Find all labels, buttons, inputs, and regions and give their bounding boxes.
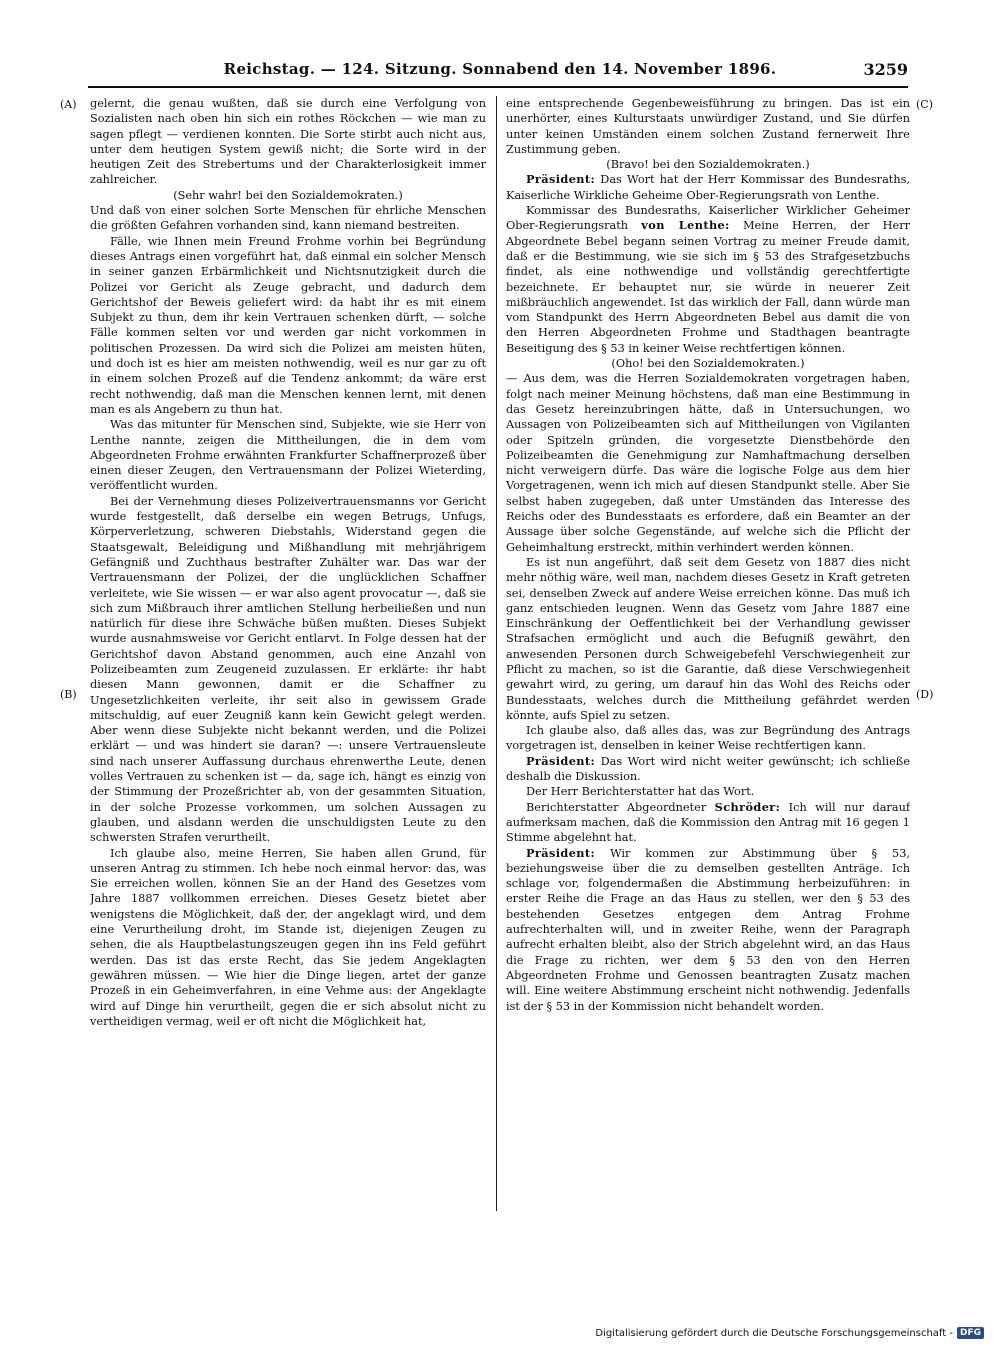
paragraph: — Aus dem, was die Herren Sozialdemokraten vorgetragen haben, folgt nach meiner Meinung höchstens, daß man eine Bestimmung in das Gesetz hereinzubringen hätte, daß in Untersuchungen, wo Aussagen von Polizeibeamten sich auf Mittheilungen von Vigilanten oder Spitzeln gründen, die vorgesetzte Dienstbehörde den Polizeibeamten die Genehmigung zur Namhaftmachung derselben nicht verweigern dürfe. Das wäre die logische Folge aus dem hier Vorgetragenen, wenn ich mich auf diesen Standpunkt stelle. Aber Sie selbst haben zugegeben, daß unter Umständen das Interesse des Reichs oder des Bundesstaats es erfordere, daß ein Beamter an der Aussage über solche Gegenstände, auf welche sich die Pflicht der Geheimhaltung erstreckt, mithin verhindert werden können.: [506, 372, 910, 554]
page-header: [0, 60, 1000, 82]
header-rule: [88, 86, 908, 88]
speaker-name: Präsident:: [526, 845, 596, 860]
margin-marker-a: (A): [60, 98, 77, 111]
speech-paragraph: [506, 203, 910, 356]
dfg-logo-icon: DFG: [957, 1327, 984, 1339]
paragraph: Fälle, wie Ihnen mein Freund Frohme vorhin bei Begründung dieses Antrags einen vorgeführt hat, daß einmal ein solcher Mensch in seiner ganzen Erbärmlichkeit und Nichtsnutzigkeit durch die Polizei vor Gericht als Zeuge gebracht, und dadurch dem Gerichtshof der Beweis geliefert wird: da habt ihr es mit einem Subjekt zu thun, dem ihr kein Vertrauen schenken dürft, — solche Fälle kommen selten vor und werden gar nicht vorkommen in politischen Prozessen. Da wird sich die Polizei am meisten hüten, und doch ist es hier am meisten nothwendig, weil es nur gar zu oft in einem solchen Prozeß auf die Tendenz ankommt; da wäre erst recht nothwendig, daß man die Menschen kennen lernt, mit denen man es als Angebern zu thun hat.: [90, 234, 486, 416]
paragraph: Und daß von einer solchen Sorte Menschen für ehrliche Menschen die größten Gefahren vorhanden sind, kann niemand bestreiten.: [90, 204, 486, 233]
left-column: [90, 96, 486, 1216]
paragraph: Ich glaube also, daß alles das, was zur Begründung des Antrags vorgetragen ist, denselben in keiner Weise rechtfertigen kann.: [506, 724, 910, 753]
speech-text: Ich will nur darauf aufmerksam machen, daß die Kommission den Antrag mit 16 gegen 1 Stimme abgelehnt hat.: [506, 800, 910, 845]
digitization-credit: [595, 1327, 984, 1339]
interjection: (Bravo! bei den Sozialdemokraten.): [606, 158, 810, 172]
speech-paragraph: [506, 172, 910, 203]
paragraph: Was das mitunter für Menschen sind, Subjekte, wie sie Herr von Lenthe nannte, zeigen die Mittheilungen, die in dem vom Abgeordneten Frohme erwähnten Frankfurter Schaffnerprozeß über einen dieser Zeugen, den Vertrauensmann der Polizei Wieterding, veröffentlicht wurden.: [90, 418, 486, 493]
margin-marker-c: (C): [916, 98, 933, 111]
speaker-name: Präsident:: [526, 753, 596, 768]
page-number: 3259: [863, 60, 908, 79]
speaker-name: Schröder:: [714, 799, 781, 814]
paragraph: eine entsprechende Gegenbeweisführung zu bringen. Das ist ein unerhörter, eines Kulturstaats unwürdiger Zustand, und Sie dürfen unter keinen Umständen einem solchen Zustand fernerweit Ihre Zustimmung geben.: [506, 97, 910, 156]
interjection: (Sehr wahr! bei den Sozialdemokraten.): [173, 188, 403, 202]
paragraph: Bei der Vernehmung dieses Polizeivertrauensmanns vor Gericht wurde festgestellt, daß derselbe ein wegen Betrugs, Unfugs, Körperverletzung, schweren Diebstahls, Widerstand gegen die Staatsgewalt, Beleidigung und Mißhandlung mit mehrjährigem Gefängniß und Zuchthaus bestrafter Zuhälter war. Das war der Vertrauensmann der Polizei, der die unglücklichen Schaffner verleitete, wie Sie wissen — er war also agent provocatur —, daß sie sich zum Mißbrauch ihrer amtlichen Stellung herbeiließen und nun natürlich für diese ihre Schwäche büßen mußten. Dieses Subjekt wurde ausnahmsweise vor Gericht entlarvt. In Folge dessen hat der Gerichtshof davon Abstand genommen, auch eine Anzahl von Polizeibeamten zum Zeugeneid zuzulassen. Er erklärte: ihr habt diesen Mann gewonnen, damit er die Schaffner zu Ungesetzlichkeiten verleite, ihr seit also in gewissem Grade mitschuldig, auf euer Zeugniß kann kein Gewicht gelegt werden. Aber wenn diese Subjekte nicht bekannt werden, und die Polizei erklärt — und was hindert sie daran? —: unsere Vertrauensleute sind nach unserer Auffassung durchaus ehrenwerthe Leute, denen volles Vertrauen zu schenken ist — da, sage ich, hängt es einzig von der Stimmung der Prozeßrichter ab, von der gesammten Situation, in der solche Prozesse vorkommen, um solchen Aussagen zu glauben, und alsdann werden die unschuldigsten Leute zu den schwersten Strafen verurtheilt.: [90, 494, 486, 845]
speech-text: Wir kommen zur Abstimmung über § 53, beziehungsweise über die zu demselben gestellten Anträge. Ich schlage vor, folgendermaßen die Abstimmung herbeizuführen: in erster Reihe die Frage an das Haus zu stellen, wer den § 53 des bestehenden Gesetzes entgegen dem Antrag Frohme aufrechterhalten will, und in zweiter Reihe, wenn der Paragraph aufrecht erhalten bleibt, also der Strich abgelehnt wird, an das Haus die Frage zu richten, wer dem § 53 den von den Herren Abgeordneten Frohme und Genossen beantragten Zusatz machen will. Eine weitere Abstimmung erscheint nicht nothwendig. Jedenfalls ist der § 53 in der Kommission nicht behandelt worden.: [506, 846, 910, 1013]
speaker-title: Berichterstatter Abgeordneter: [526, 800, 707, 814]
speech-paragraph: [506, 846, 910, 1014]
speaker-title: Kommissar des Bundesraths, Kaiserlicher Wirklicher Geheimer Ober-Regierungsrath: [506, 204, 910, 233]
speaker-name: von Lenthe:: [641, 218, 730, 233]
paragraph: Es ist nun angeführt, daß seit dem Gesetz von 1887 dies nicht mehr nöthig wäre, weil man, nachdem dieses Gesetz in Kraft getreten sei, denselben Zweck auf andere Weise erreichen könne. Das muß ich ganz entschieden leugnen. Wenn das Gesetz vom Jahre 1887 eine Einschränkung der Oeffentlichkeit bei der Verhandlung gewisser Strafsachen ermöglicht und auch die Befugniß gewährt, den anwesenden Personen durch Schweigebefehl Verschwiegenheit zur Pflicht zu machen, so ist die Garantie, daß diese Verschwiegenheit gewahrt wird, zu gering, um darauf hin das Wohl des Reichs oder Bundesstaats, welches durch die Mittheilung gefährdet werden könnte, aufs Spiel zu setzen.: [506, 555, 910, 722]
speaker-name: Präsident:: [526, 172, 596, 187]
paragraph: gelernt, die genau wußten, daß sie durch eine Verfolgung von Sozialisten nach oben hin sich ein rothes Röckchen — wie man zu sagen pflegt — verdienen konnten. Die Sorte stirbt auch nicht aus, unter dem heutigen System gewiß nicht; die Sorte wird in der heutigen Zeit des Strebertums und der Charakterlosigkeit immer zahlreicher.: [90, 97, 486, 187]
speech-text: Meine Herren, der Herr Abgeordnete Bebel begann seinen Vortrag zu meiner Freude damit, daß er die Bestimmung, wie sie sich im § 53 des Strafgesetzbuchs findet, als eine nothwendige und vollständig gerechtfertigte bezeichnete. Er behauptet nur, sie würde in neuerer Zeit mißbräuchlich angewendet. Ist das wirklich der Fall, dann würde man vom Standpunkt des Herrn Abgeordneten Bebel aus damit die von den Herren Abgeordneten Frohme und Stadthagen beantragte Beseitigung des § 53 in keiner Weise rechtfertigen können.: [506, 219, 910, 355]
speech-paragraph: [506, 754, 910, 785]
right-column: [506, 96, 910, 1216]
paragraph: Ich glaube also, meine Herren, Sie haben allen Grund, für unseren Antrag zu stimmen. Ich hebe noch einmal hervor: das, was Sie erreichen wollen, können Sie an der Hand des Gesetzes vom Jahre 1887 vollkommen erreichen. Dieses Gesetz bietet aber wenigstens die Möglichkeit, daß der, der angeklagt wird, und dem eine Verurtheilung droht, im Stande ist, diejenigen Zeugen zu sehen, die als Hauptbelastungszeugen gegen ihn ins Feld geführt werden. Das ist das erste Recht, das Sie jedem Angeklagten gewähren müssen. — Wie hier die Dinge liegen, artet der ganze Prozeß in ein Geheimverfahren, in eine Vehme aus: der Angeklagte wird auf Dinge hin verurtheilt, gegen die er sich absolut nicht zu vertheidigen vermag, weil er oft nicht die Möglichkeit hat,: [90, 846, 486, 1028]
margin-marker-d: (D): [916, 688, 934, 701]
column-divider: [496, 96, 497, 1211]
speech-text: Das Wort wird nicht weiter gewünscht; ich schließe deshalb die Diskussion.: [506, 754, 910, 784]
interjection: (Oho! bei den Sozialdemokraten.): [611, 357, 805, 371]
speech-text: Das Wort hat der Herr Kommissar des Bundesraths, Kaiserliche Wirkliche Geheime Ober-Regierungsrath von Lenthe.: [506, 173, 910, 202]
credit-text: Digitalisierung gefördert durch die Deutsche Forschungsgemeinschaft -: [595, 1327, 953, 1339]
running-title: Reichstag. — 124. Sitzung. Sonnabend den 14. November 1896.: [223, 60, 777, 78]
margin-marker-b: (B): [60, 688, 77, 701]
speech-paragraph: [506, 800, 910, 846]
paragraph: Der Herr Berichterstatter hat das Wort.: [526, 785, 755, 799]
